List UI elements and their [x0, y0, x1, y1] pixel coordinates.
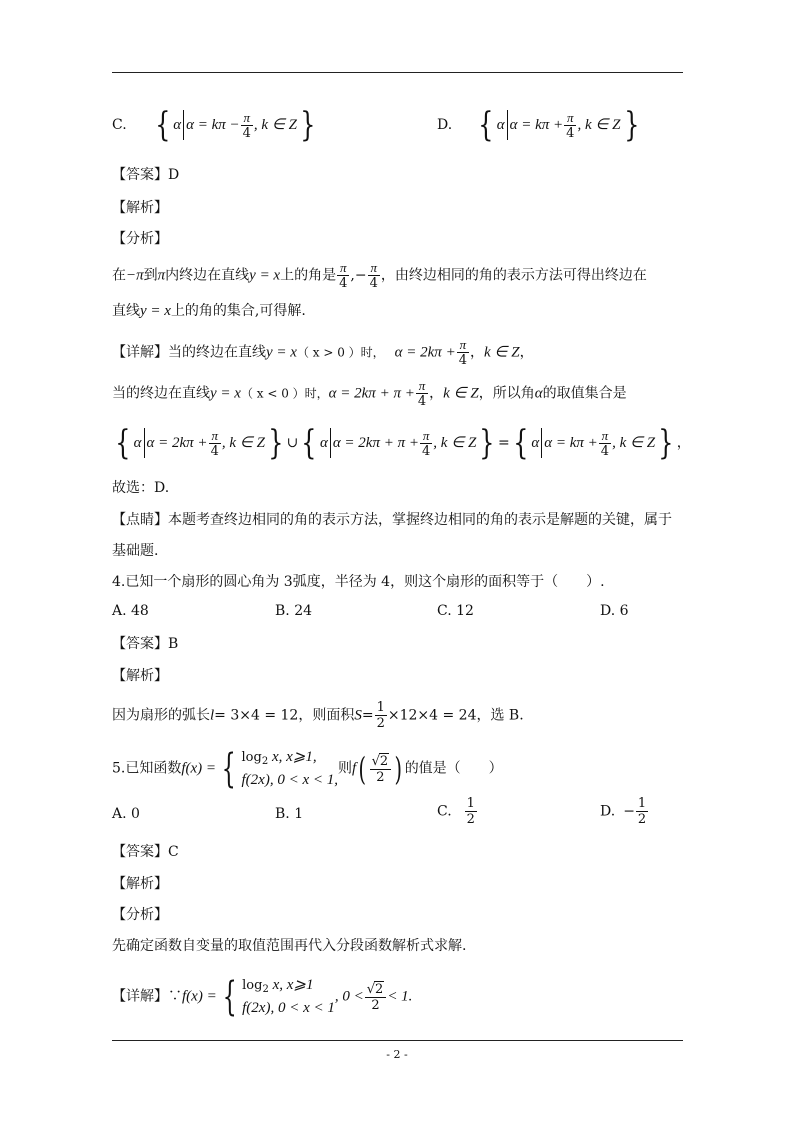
fraction-pi-4: $\frac{\pi}{4}$ [417, 378, 427, 409]
q3-set-equation: { α α = 2kπ + $\frac{\pi}{4}$ , k ∈ Z} ∪{ α α = 2kπ + π + $\frac{\pi}{4}$ , k ∈ Z} ={ α α = kπ + $\frac{\pi}{4}$ , k ∈ Z} ， [115, 423, 691, 463]
q3-analysis-heading: 【解析】 [112, 200, 168, 216]
set-condition: α = kπ + [509, 117, 564, 133]
set-tail: , k ∈ Z [253, 117, 297, 133]
q3-dianjing-line-1: 【点睛】本题考查终边相同的角的表示方法，掌握终边相同的角的表示是解题的关键，属于 [112, 512, 672, 528]
set-element: α [496, 117, 505, 133]
right-brace: } [623, 105, 639, 145]
q5-option-d: D. − $\frac{1}{2}$ [600, 796, 647, 827]
set-condition: α = kπ − [186, 117, 240, 133]
q3-dianjing-line-2: 基础题. [112, 543, 159, 559]
q5-detail: 【详解】∵f(x) = { $\log_2 x$, x⩾1 f(2x), 0 < x < 1 , 0 < $\frac{√2}{2}$ < 1. [112, 973, 413, 1020]
fraction-pi-4: $\frac{\pi}{4}$ [210, 427, 219, 459]
q3-detail-line-1: 【详解】当的终边在直线y = x（ x > 0 ）时， α = 2kπ + $\frac{\pi}{4}$ ，k ∈ Z， [112, 337, 534, 368]
header-rule [112, 72, 683, 73]
fraction-sqrt2-2: $\frac{√2}{2}$ [365, 981, 387, 1013]
option-c-label: C. [112, 117, 127, 133]
q4-stem: 4.已知一个扇形的圆心角为 3弧度，半径为 4，则这个扇形的面积等于（ ）. [112, 574, 605, 590]
fraction-1-2: $\frac{1}{2}$ [466, 796, 475, 827]
q5-stem: 5.已知函数f(x) = { $\log_2 x$, x⩾1, f(2x), 0 < x < 1, 则f( $\frac{√2}{2}$ ) 的值是（ ） [112, 745, 503, 792]
fraction-pi-4: $\frac{\pi}{4}$ [458, 337, 467, 368]
q4-option-c: C. 12 [437, 603, 474, 619]
fraction-pi-4: $\frac{\pi}{4}$ [600, 427, 610, 459]
union-symbol: ∪ [286, 435, 299, 451]
fraction-sqrt2-2: $\frac{√2}{2}$ [370, 753, 392, 785]
left-brace: { [478, 105, 494, 145]
q4-analysis-heading: 【解析】 [112, 668, 168, 684]
q5-answer: 【答案】C [112, 844, 179, 860]
q4-option-d: D. 6 [600, 603, 629, 619]
piecewise-function: $\log_2 x$, x⩾1 f(2x), 0 < x < 1 [242, 977, 335, 1016]
q3-option-d [437, 105, 642, 145]
set-tail: , k ∈ Z [577, 117, 621, 133]
right-brace: } [300, 105, 316, 145]
fraction-1-2: $\frac{1}{2}$ [376, 700, 385, 731]
page-number: - 2 - [386, 1048, 408, 1061]
set-bar [183, 110, 184, 140]
q5-analysis-heading: 【解析】 [112, 876, 168, 892]
fraction-pi-4: $\frac{\pi}{4}$ [566, 109, 575, 141]
q3-fenxi-heading: 【分析】 [112, 231, 168, 247]
q3-guxuan: 故选：D. [112, 480, 170, 496]
q5-option-c: C. $\frac{1}{2}$ [437, 796, 475, 827]
fraction-pi-4: $\frac{\pi}{4}$ [369, 260, 378, 291]
q4-solution: 因为扇形的弧长l= 3×4 = 12，则面积S= $\frac{1}{2}$ ×12×4 = 24，选 B. [112, 700, 524, 731]
q3-detail-line-2: 当的终边在直线y = x（ x < 0 ）时，α = 2kπ + π + $\frac{\pi}{4}$ ，k ∈ Z，所以角α的取值集合是 [112, 378, 627, 409]
q5-option-a: A. 0 [112, 806, 140, 822]
fraction-pi-4: $\frac{\pi}{4}$ [242, 109, 251, 141]
set-element: α [173, 117, 182, 133]
piecewise-function: $\log_2 x$, x⩾1, f(2x), 0 < x < 1, [241, 749, 338, 788]
left-brace: { [154, 105, 170, 145]
q5-fenxi-heading: 【分析】 [112, 907, 168, 923]
q5-fenxi-text: 先确定函数自变量的取值范围再代入分段函数解析式求解. [112, 938, 467, 954]
fraction-pi-4: $\frac{\pi}{4}$ [422, 427, 431, 459]
footer-rule [112, 1040, 683, 1041]
option-d-label: D. [437, 117, 453, 133]
q3-fenxi-line-1: 在−π到π内终边在直线y = x上的角是 $\frac{\pi}{4}$ ,− $\frac{\pi}{4}$ ，由终边相同的角的表示方法可得出终边在 [112, 260, 647, 291]
q4-option-b: B. 24 [275, 603, 313, 619]
q4-option-a: A. 48 [112, 603, 149, 619]
q5-option-b: B. 1 [275, 806, 304, 822]
q3-option-c [112, 105, 319, 145]
q4-answer: 【答案】B [112, 636, 179, 652]
fraction-1-2: $\frac{1}{2}$ [637, 796, 647, 827]
set-bar [507, 110, 508, 140]
q3-answer: 【答案】D [112, 167, 180, 183]
fraction-pi-4: $\frac{\pi}{4}$ [339, 260, 348, 291]
q3-fenxi-line-2: 直线y = x上的角的集合,可得解. [112, 303, 306, 319]
